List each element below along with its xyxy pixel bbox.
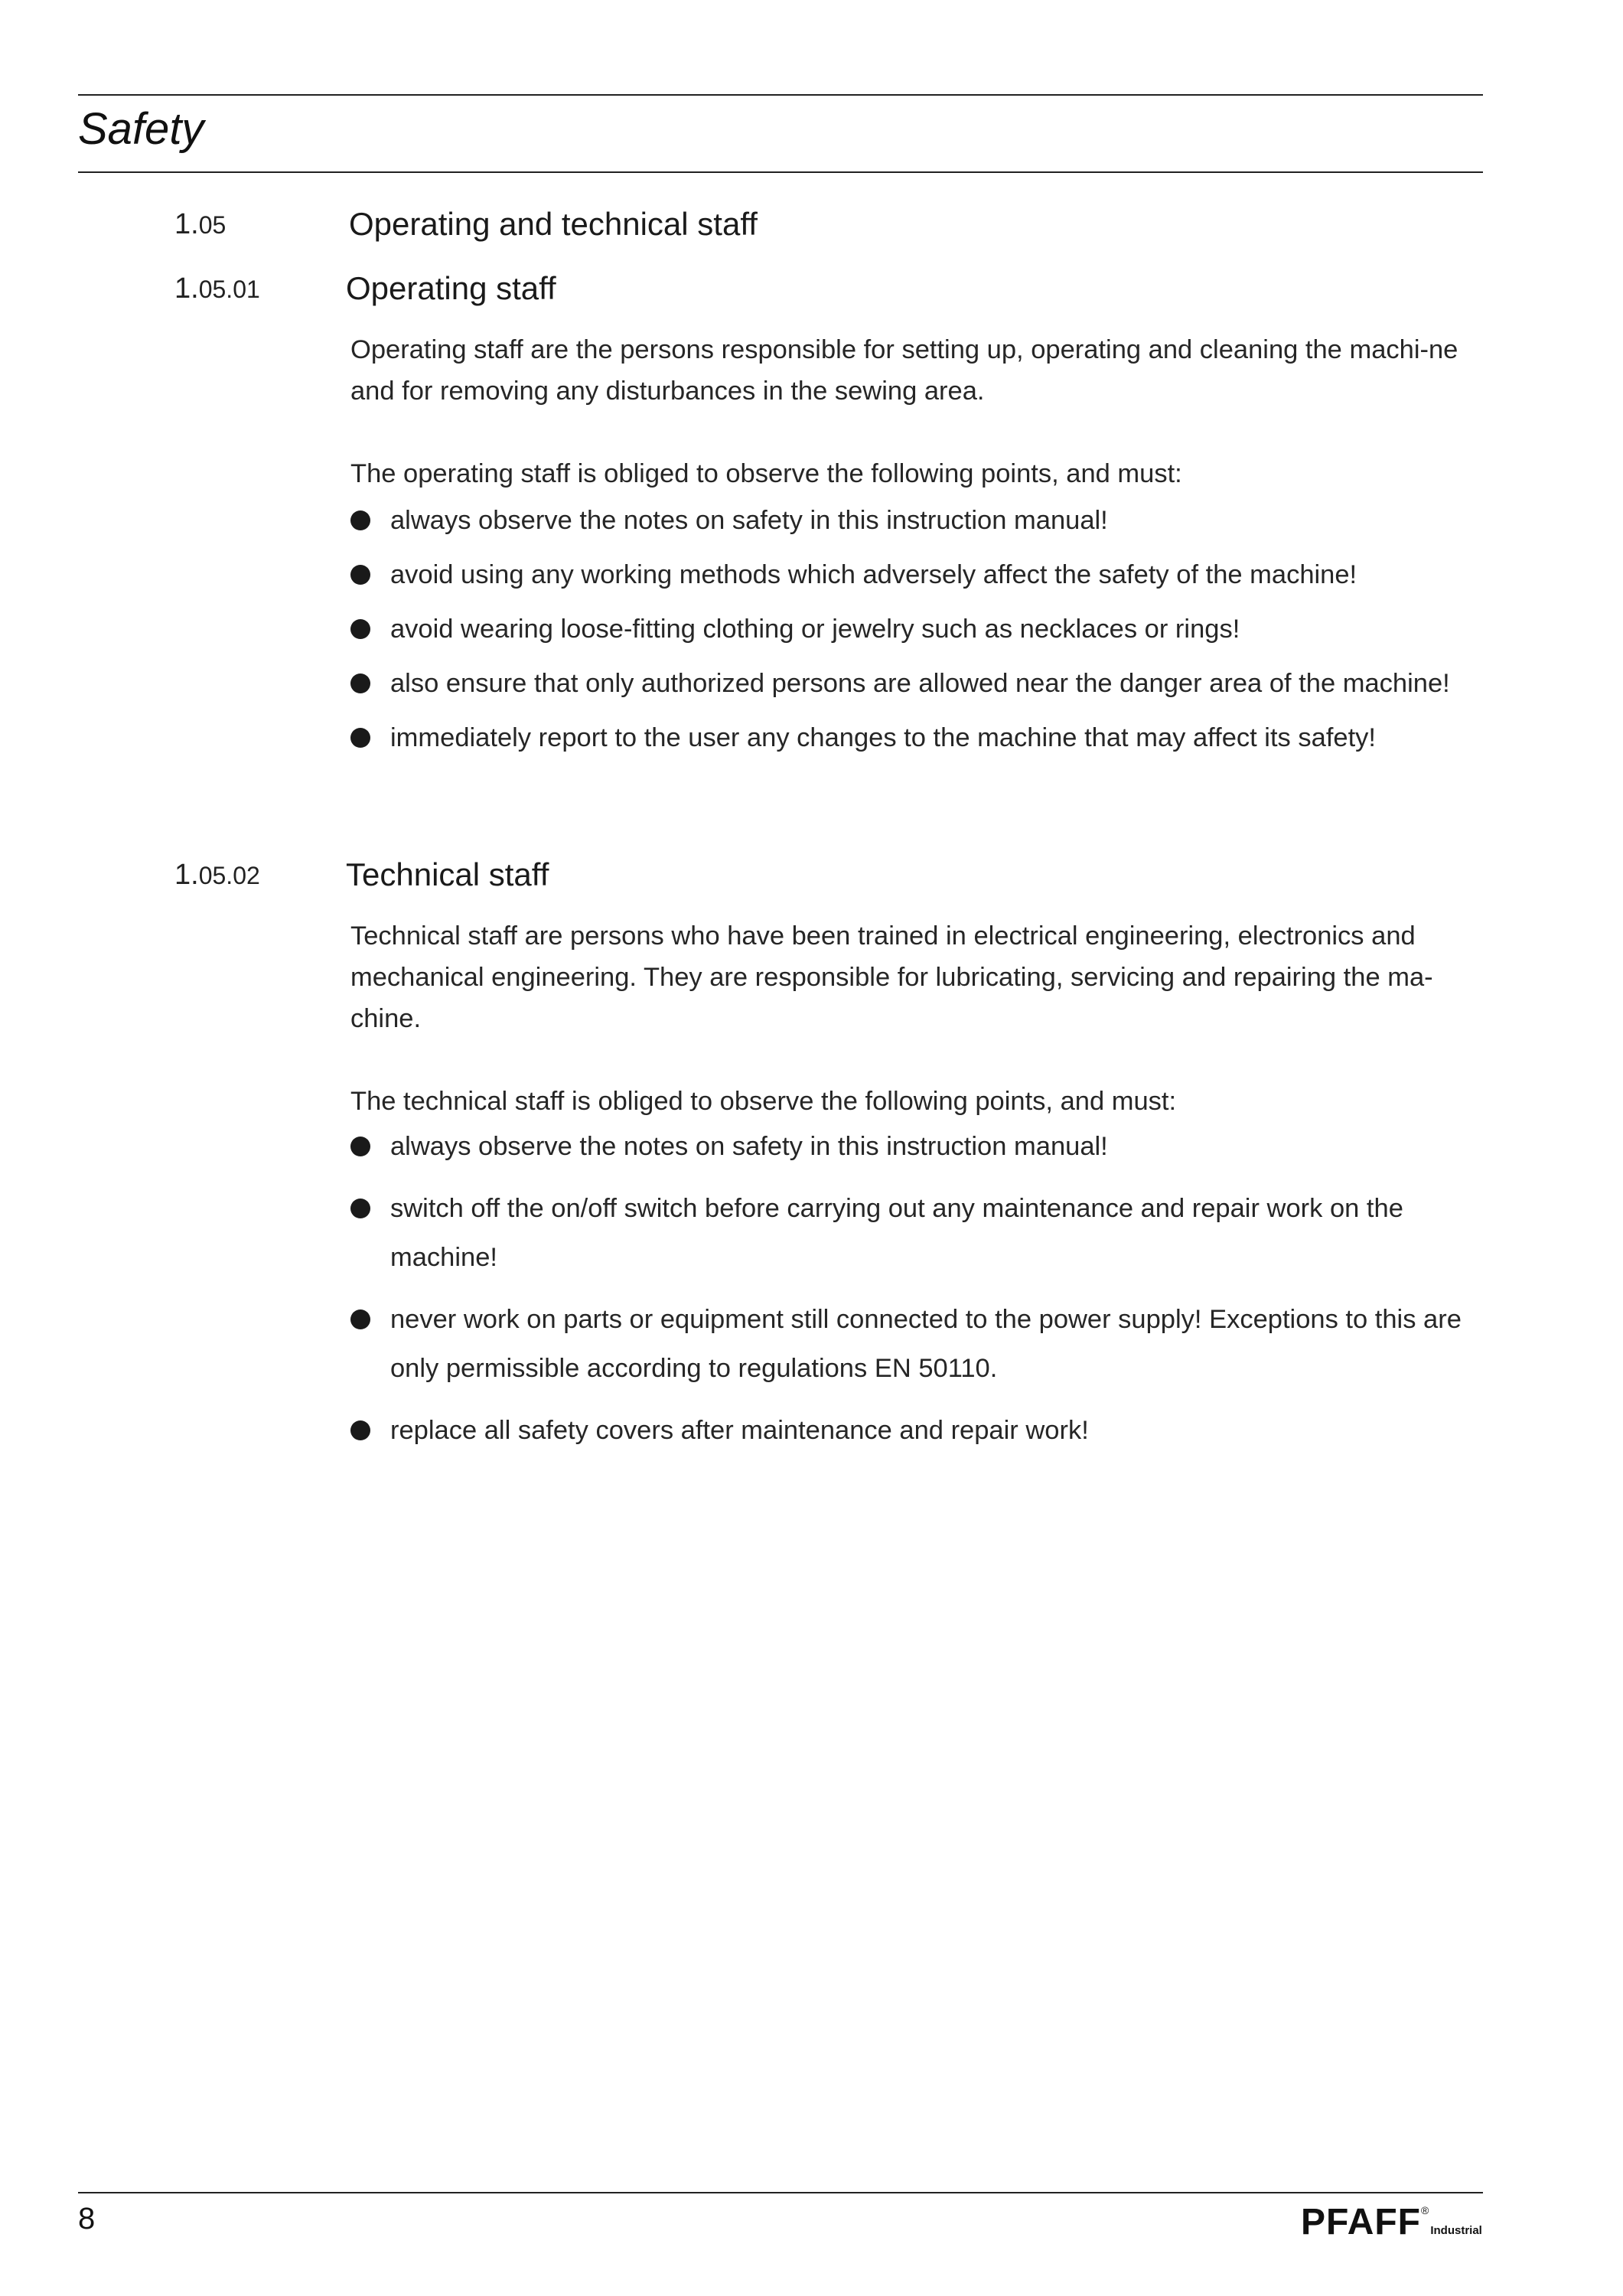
list-item xyxy=(350,717,1483,758)
list-item xyxy=(350,1406,1483,1455)
list-item-text: also ensure that only authorized persons are allowed near the danger area of the machine! xyxy=(390,669,1450,698)
bullet-icon xyxy=(350,510,370,530)
technical-lead-paragraph: The technical staff is obliged to observe the following points, and must: xyxy=(350,1087,1177,1116)
subsection-operating-number-minor: 05.01 xyxy=(198,276,260,303)
subsection-technical-number xyxy=(174,859,260,892)
bullet-icon xyxy=(350,1199,370,1218)
section-number-minor: 05 xyxy=(198,211,227,239)
operating-bullet-list xyxy=(350,500,1483,771)
page-header-title: Safety xyxy=(78,104,204,154)
bullet-icon xyxy=(350,1137,370,1156)
page-number: 8 xyxy=(78,2202,96,2236)
logo-brand: PFAFF xyxy=(1301,2202,1421,2242)
subsection-technical-number-minor: 05.02 xyxy=(198,862,260,889)
subsection-operating-title: Operating staff xyxy=(346,270,556,306)
bullet-icon xyxy=(350,1309,370,1329)
header-bottom-rule xyxy=(78,171,1483,173)
list-item xyxy=(350,1122,1483,1171)
list-item-text: always observe the notes on safety in this instruction manual! xyxy=(390,1132,1108,1161)
pfaff-logo xyxy=(1301,2200,1482,2245)
list-item-text: never work on parts or equipment still connected to the power supply! Exceptions to this are only permissible according to regulations EN 50110. xyxy=(390,1305,1462,1383)
list-item xyxy=(350,554,1483,595)
logo-subtitle: Industrial xyxy=(1430,2224,1482,2237)
list-item xyxy=(350,500,1483,541)
section-title: Operating and technical staff xyxy=(349,206,758,242)
subsection-operating-number xyxy=(174,272,260,305)
operating-intro-paragraph: Operating staff are the persons responsible for setting up, operating and cleaning the machi-ne and for removing any disturbances in the sewing area. xyxy=(350,335,1458,406)
section-number-major: 1. xyxy=(174,208,199,240)
list-item xyxy=(350,608,1483,650)
subsection-technical-number-major: 1. xyxy=(174,859,199,891)
bullet-icon xyxy=(350,1420,370,1440)
footer-rule xyxy=(78,2192,1483,2193)
logo-registered-mark: ® xyxy=(1421,2204,1429,2216)
bullet-icon xyxy=(350,565,370,585)
header-top-rule xyxy=(78,94,1483,96)
section-number xyxy=(174,208,226,241)
subsection-operating-number-major: 1. xyxy=(174,272,199,305)
bullet-icon xyxy=(350,619,370,639)
list-item-text: avoid using any working methods which adversely affect the safety of the machine! xyxy=(390,560,1357,589)
list-item-text: always observe the notes on safety in this instruction manual! xyxy=(390,506,1108,535)
subsection-technical-title: Technical staff xyxy=(346,856,549,892)
technical-intro-paragraph: Technical staff are persons who have been trained in electrical engineering, electronics and mechanical engineering. They are responsible for lubricating, servicing and repairing the ma-chine. xyxy=(350,921,1433,1033)
bullet-icon xyxy=(350,728,370,748)
bullet-icon xyxy=(350,673,370,693)
list-item xyxy=(350,1184,1483,1282)
list-item-text: replace all safety covers after maintenance and repair work! xyxy=(390,1416,1089,1445)
list-item-text: switch off the on/off switch before carrying out any maintenance and repair work on the machine! xyxy=(390,1194,1403,1272)
technical-bullet-list xyxy=(350,1122,1483,1468)
list-item-text: immediately report to the user any changes to the machine that may affect its safety! xyxy=(390,723,1377,752)
operating-lead-paragraph: The operating staff is obliged to observe the following points, and must: xyxy=(350,459,1182,488)
list-item-text: avoid wearing loose-fitting clothing or jewelry such as necklaces or rings! xyxy=(390,615,1240,644)
list-item xyxy=(350,663,1483,704)
list-item xyxy=(350,1295,1483,1393)
